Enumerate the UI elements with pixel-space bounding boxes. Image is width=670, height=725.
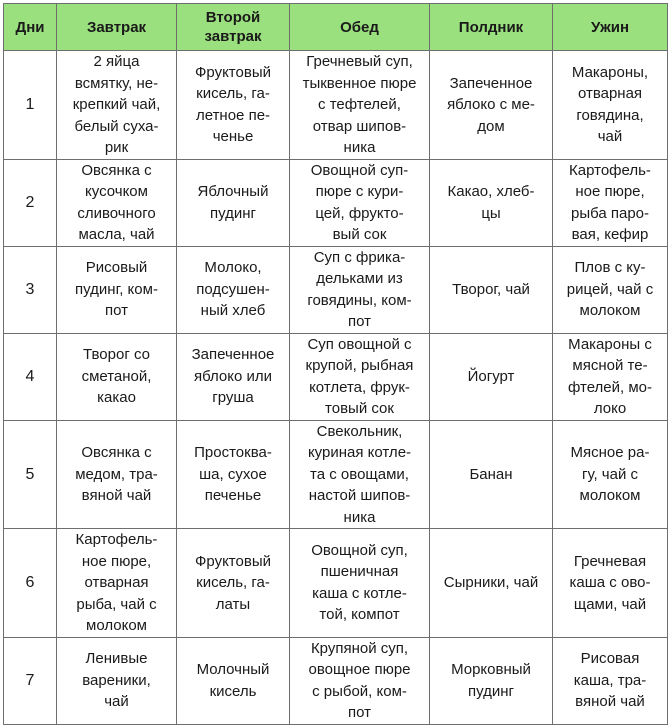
lunch-cell: Суп овощной с крупой, рыбная котлета, фрук- товый сок: [290, 333, 430, 420]
snack-cell: Банан: [430, 420, 553, 529]
table-row: [4, 159, 668, 246]
header-second-breakfast: Второй завтрак: [177, 4, 290, 51]
breakfast-cell: Картофель- ное пюре, отварная рыба, чай с молоком: [57, 529, 177, 638]
second-breakfast-cell: Яблочный пудинг: [177, 159, 290, 246]
dinner-cell: Рисовая каша, тра- вяной чай: [553, 637, 668, 724]
day-cell: 3: [4, 246, 57, 333]
table-row: [4, 420, 668, 529]
breakfast-cell: 2 яйца всмятку, не- крепкий чай, белый суха- рик: [57, 51, 177, 160]
meal-plan-table: [3, 3, 668, 725]
header-lunch: Обед: [290, 4, 430, 51]
dinner-cell: Плов с ку- рицей, чай с молоком: [553, 246, 668, 333]
breakfast-cell: Рисовый пудинг, ком- пот: [57, 246, 177, 333]
lunch-cell: Суп с фрика- дельками из говядины, ком- пот: [290, 246, 430, 333]
day-cell: 6: [4, 529, 57, 638]
lunch-cell: Крупяной суп, овощное пюре с рыбой, ком- пот: [290, 637, 430, 724]
table-row: [4, 51, 668, 160]
second-breakfast-cell: Молочный кисель: [177, 637, 290, 724]
dinner-cell: Мясное ра- гу, чай с молоком: [553, 420, 668, 529]
snack-cell: Творог, чай: [430, 246, 553, 333]
day-cell: 2: [4, 159, 57, 246]
day-cell: 1: [4, 51, 57, 160]
dinner-cell: Картофель- ное пюре, рыба паро- вая, кефир: [553, 159, 668, 246]
breakfast-cell: Овсянка с медом, тра- вяной чай: [57, 420, 177, 529]
day-cell: 5: [4, 420, 57, 529]
day-cell: 7: [4, 637, 57, 724]
second-breakfast-cell: Запеченное яблоко или груша: [177, 333, 290, 420]
header-row: [4, 4, 668, 51]
snack-cell: Морковный пудинг: [430, 637, 553, 724]
snack-cell: Запеченное яблоко с ме- дом: [430, 51, 553, 160]
breakfast-cell: Овсянка с кусочком сливочного масла, чай: [57, 159, 177, 246]
header-dinner: Ужин: [553, 4, 668, 51]
dinner-cell: Гречневая каша с ово- щами, чай: [553, 529, 668, 638]
snack-cell: Йогурт: [430, 333, 553, 420]
lunch-cell: Овощной суп- пюре с кури- цей, фрукто- вый сок: [290, 159, 430, 246]
breakfast-cell: Творог со сметаной, какао: [57, 333, 177, 420]
second-breakfast-cell: Фруктовый кисель, га- летное пе- ченье: [177, 51, 290, 160]
second-breakfast-cell: Молоко, подсушен- ный хлеб: [177, 246, 290, 333]
table-row: [4, 529, 668, 638]
header-days: Дни: [4, 4, 57, 51]
table-row: [4, 333, 668, 420]
lunch-cell: Гречневый суп, тыквенное пюре с тефтелей, отвар шипов- ника: [290, 51, 430, 160]
header-breakfast: Завтрак: [57, 4, 177, 51]
snack-cell: Сырники, чай: [430, 529, 553, 638]
lunch-cell: Свекольник, куриная котле- та с овощами, настой шипов- ника: [290, 420, 430, 529]
dinner-cell: Макароны, отварная говядина, чай: [553, 51, 668, 160]
second-breakfast-cell: Простоква- ша, сухое печенье: [177, 420, 290, 529]
day-cell: 4: [4, 333, 57, 420]
breakfast-cell: Ленивые вареники, чай: [57, 637, 177, 724]
header-snack: Полдник: [430, 4, 553, 51]
dinner-cell: Макароны с мясной те- фтелей, мо- локо: [553, 333, 668, 420]
snack-cell: Какао, хлеб- цы: [430, 159, 553, 246]
second-breakfast-cell: Фруктовый кисель, га- латы: [177, 529, 290, 638]
table-row: [4, 246, 668, 333]
lunch-cell: Овощной суп, пшеничная каша с котле- той, компот: [290, 529, 430, 638]
